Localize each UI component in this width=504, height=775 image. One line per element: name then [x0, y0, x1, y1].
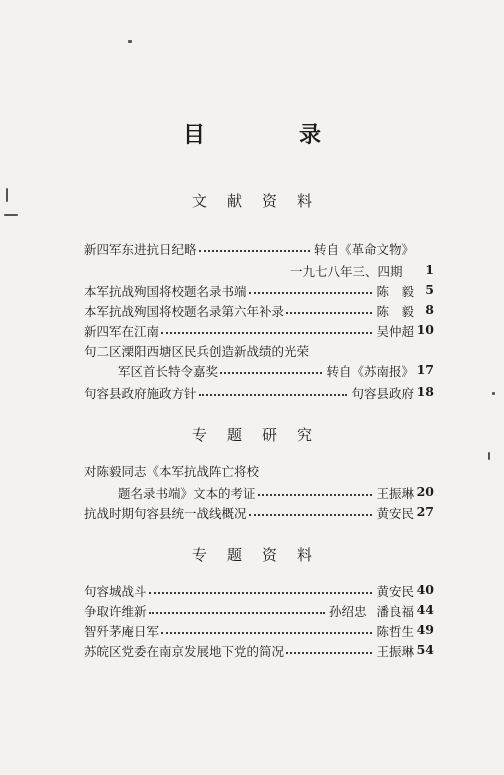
- toc-entry: [84, 302, 414, 320]
- entry-page: 40: [416, 582, 434, 597]
- leader-dots: [199, 394, 348, 396]
- entry-author: 句容县政府: [351, 386, 414, 401]
- entry-page: 1: [425, 262, 434, 277]
- entry-title: 本军抗战殉国将校题名录书端: [84, 284, 247, 299]
- toc-entry: [84, 602, 414, 620]
- entry-author-second: 潘良福: [376, 604, 414, 619]
- entry-title: 智歼茅庵日军: [84, 624, 160, 639]
- toc-entry: [84, 282, 414, 300]
- entry-title: 军区首长特令嘉奖: [118, 364, 219, 379]
- toc-entry: [84, 322, 414, 340]
- entry-page: 8: [425, 302, 434, 317]
- entry-title: 新四军在江南: [84, 324, 160, 339]
- section-heading-research: 专题研究: [191, 426, 332, 444]
- entry-author: 转自《苏南报》: [326, 364, 414, 379]
- entry-title: 新四军东进抗日纪略: [84, 242, 197, 257]
- entry-page: 49: [416, 622, 434, 637]
- entry-title: 对陈毅同志《本军抗战阵亡将校: [84, 464, 260, 479]
- entry-title: 句容县政府施政方针: [84, 386, 197, 401]
- leader-dots: [249, 514, 373, 516]
- toc-entry: [84, 504, 414, 522]
- entry-title: 句二区溧阳西塘区民兵创造新战绩的光荣: [84, 344, 310, 359]
- entry-title: 抗战时期句容县统一战线概况: [84, 506, 247, 521]
- entry-author: 转自《革命文物》: [313, 242, 414, 257]
- entry-author: 陈 毅: [376, 304, 414, 319]
- scan-speck: [488, 452, 490, 460]
- entry-author: 孙绍忠: [328, 604, 367, 619]
- section-heading-documents: 文献资料: [191, 192, 332, 210]
- section-heading-materials: 专题资料: [191, 546, 332, 564]
- entry-title: 苏皖区党委在南京发展地下党的简况: [84, 644, 285, 659]
- leader-dots: [286, 652, 372, 654]
- toc-entry: [84, 240, 414, 258]
- leader-dots: [199, 250, 310, 252]
- scan-speck: [6, 188, 8, 202]
- toc-entry: [84, 384, 414, 402]
- scan-speck: [492, 392, 495, 395]
- toc-entry: [84, 622, 414, 640]
- toc-entry: [84, 582, 414, 600]
- entry-title: 句容城战斗: [84, 584, 147, 599]
- leader-dots: [220, 372, 322, 374]
- entry-title: 争取许维新: [84, 604, 147, 619]
- toc-entry: [118, 484, 414, 502]
- entry-continuation: 一九七八年三、四期: [290, 264, 403, 279]
- entry-page: 44: [416, 602, 434, 617]
- entry-title: 题名录书端》文本的考证: [118, 486, 256, 501]
- entry-author: 黄安民: [376, 584, 414, 599]
- leader-dots: [161, 332, 372, 334]
- entry-page: 17: [416, 362, 434, 377]
- entry-author: 陈哲生: [376, 624, 414, 639]
- entry-author: 吴仲超: [376, 324, 414, 339]
- entry-title: 本军抗战殉国将校题名录第六年补录: [84, 304, 285, 319]
- entry-page: 27: [416, 504, 434, 519]
- toc-entry: [118, 362, 414, 380]
- leader-dots: [161, 632, 372, 634]
- leader-dots: [149, 592, 373, 594]
- entry-page: 20: [416, 484, 434, 499]
- entry-author: 陈 毅: [376, 284, 414, 299]
- leader-dots: [286, 312, 372, 314]
- entry-author: 王振琳: [376, 644, 414, 659]
- entry-page: 18: [416, 384, 434, 399]
- entry-page: 54: [416, 642, 434, 657]
- entry-author: 黄安民: [376, 506, 414, 521]
- entry-page: 10: [416, 322, 434, 337]
- leader-dots: [249, 292, 373, 294]
- leader-dots: [258, 494, 373, 496]
- scan-speck: [128, 40, 132, 43]
- toc-entry: [84, 642, 414, 660]
- entry-author: 王振琳: [376, 486, 414, 501]
- entry-page: 5: [425, 282, 434, 297]
- page-title: 目 录: [182, 122, 357, 148]
- scan-speck: [4, 214, 18, 216]
- leader-dots: [149, 612, 325, 614]
